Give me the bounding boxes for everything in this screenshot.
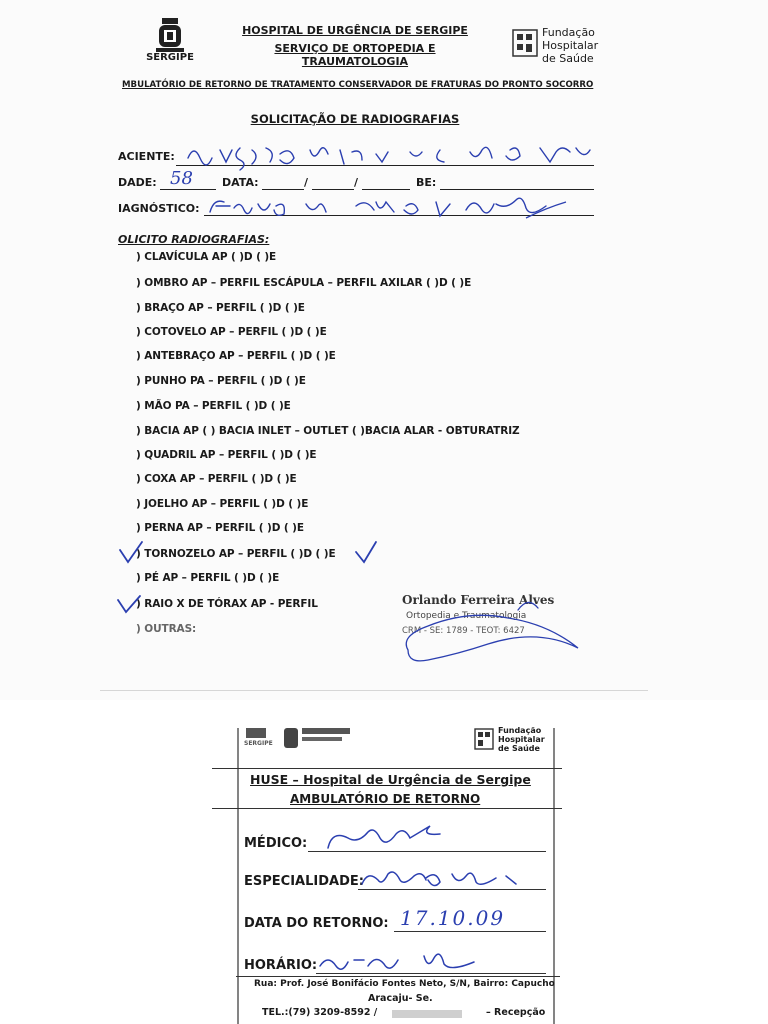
return-card-smudge <box>392 1010 462 1018</box>
item-shoulder: ) OMBRO AP – PERFIL ESCÁPULA – PERFIL AXILAR ( )D ( )E <box>136 277 472 289</box>
sergipe-logo <box>142 18 198 68</box>
item-chest-xray: ) RAIO X DE TÓRAX AP - PERFIL <box>136 598 318 610</box>
ambulatory-heading: MBULATÓRIO DE RETORNO DE TRATAMENTO CONSERVADOR DE FRATURAS DO PRONTO SOCORRO <box>122 80 594 90</box>
return-card-time-handwriting <box>314 948 484 978</box>
return-card-ambulatory: AMBULATÓRIO DE RETORNO <box>290 792 481 806</box>
return-card-time-label: HORÁRIO: <box>244 958 318 973</box>
return-card-phone: TEL.:(79) 3209-8592 / <box>262 1007 378 1018</box>
item-hip: ) QUADRIL AP – PERFIL ( )D ( )E <box>136 449 317 461</box>
return-card-state-logo <box>244 726 354 752</box>
doctor-stamp-specialty: Ortopedia e Traumatologia <box>406 611 527 621</box>
return-card-rule-top <box>212 768 562 769</box>
item-thigh: ) COXA AP – PERFIL ( )D ( )E <box>136 473 297 485</box>
date-sep-2: / <box>354 176 359 189</box>
return-card-hospital: HUSE – Hospital de Urgência de Sergipe <box>250 772 531 787</box>
date-line-day <box>262 189 304 190</box>
item-elbow: ) COTOVELO AP – PERFIL ( )D ( )E <box>136 326 327 338</box>
patient-name-handwriting <box>180 140 600 170</box>
doctor-stamp-crm: CRM - SE: 1789 - TEOT: 6427 <box>402 626 525 636</box>
doctor-stamp-name: Orlando Ferreira Alves <box>402 593 555 607</box>
return-card-doctor-label: MÉDICO: <box>244 836 308 851</box>
return-card-foundation-logo <box>474 726 560 754</box>
diagnosis-handwriting <box>206 192 576 226</box>
request-label: OLICITO RADIOGRAFIAS: <box>118 233 270 246</box>
return-card-foundation-3: de Saúde <box>498 744 540 753</box>
fold-line <box>100 690 648 691</box>
return-card-specialty-label: ESPECIALIDADE: <box>244 874 364 889</box>
date-label: DATA: <box>222 176 259 189</box>
date-line-month <box>312 189 354 190</box>
sergipe-logo-text: SERGIPE <box>146 52 194 63</box>
age-line <box>160 189 216 190</box>
item-forearm: ) ANTEBRAÇO AP – PERFIL ( )D ( )E <box>136 350 336 362</box>
be-label: BE: <box>416 176 437 189</box>
date-line-year <box>362 189 410 190</box>
return-card-address: Rua: Prof. José Bonifácio Fontes Neto, S/N, Bairro: Capucho <box>254 979 555 989</box>
return-card-logo-text: SERGIPE <box>244 740 273 747</box>
doctor-signature <box>398 592 598 662</box>
date-sep-1: / <box>304 176 309 189</box>
item-wrist: ) PUNHO PA – PERFIL ( )D ( )E <box>136 375 306 387</box>
foundation-text-3: de Saúde <box>542 52 594 65</box>
patient-label: ACIENTE: <box>118 150 175 163</box>
item-arm: ) BRAÇO AP – PERFIL ( )D ( )E <box>136 302 305 314</box>
return-card-foundation-1: Fundação <box>498 726 542 735</box>
be-line <box>440 189 594 190</box>
return-card-reception: – Recepção <box>486 1007 546 1018</box>
age-value: 58 <box>170 168 193 189</box>
state-emblem-icon <box>244 726 354 752</box>
hospital-name: HOSPITAL DE URGÊNCIA DE SERGIPE <box>242 24 468 37</box>
return-card-rule-header <box>212 808 562 809</box>
chest-xray-checkmark <box>114 592 144 618</box>
return-card-city: Aracaju- Se. <box>368 993 433 1004</box>
return-card-rule-bottom <box>236 976 560 977</box>
foundation-emblem-small-icon <box>474 728 494 750</box>
item-leg: ) PERNA AP – PERFIL ( )D ( )E <box>136 522 304 534</box>
diagnosis-label: IAGNÓSTICO: <box>118 202 200 215</box>
foundation-text-1: Fundação <box>542 26 595 39</box>
return-card-date-value: 17.10.09 <box>400 906 506 930</box>
foundation-text-2: Hospitalar <box>542 39 599 52</box>
item-other: ) OUTRAS: <box>136 623 197 635</box>
ankle-right-checkmark <box>352 540 382 566</box>
ankle-checkmark <box>116 540 146 566</box>
foundation-emblem-icon <box>512 28 538 58</box>
form-title: SOLICITAÇÃO DE RADIOGRAFIAS <box>250 112 460 126</box>
return-card-doctor-signature <box>318 822 478 858</box>
item-knee: ) JOELHO AP – PERFIL ( )D ( )E <box>136 498 309 510</box>
return-card-date-label: DATA DO RETORNO: <box>244 916 389 931</box>
return-card-specialty-handwriting <box>356 864 526 894</box>
return-card-date-line <box>394 931 546 932</box>
item-hand: ) MÃO PA – PERFIL ( )D ( )E <box>136 400 291 412</box>
item-clavicle: ) CLAVÍCULA AP ( )D ( )E <box>136 251 277 263</box>
return-card-foundation-2: Hospitalar <box>498 735 545 744</box>
service-name: SERVIÇO DE ORTOPEDIA E TRAUMATOLOGIA <box>274 42 436 68</box>
item-foot: ) PÉ AP – PERFIL ( )D ( )E <box>136 572 280 584</box>
item-ankle: ) TORNOZELO AP – PERFIL ( )D ( )E <box>136 548 336 560</box>
age-label: DADE: <box>118 176 157 189</box>
item-pelvis: ) BACIA AP ( ) BACIA INLET – OUTLET ( )BACIA ALAR - OBTURATRIZ <box>136 425 520 437</box>
foundation-logo <box>512 24 622 68</box>
